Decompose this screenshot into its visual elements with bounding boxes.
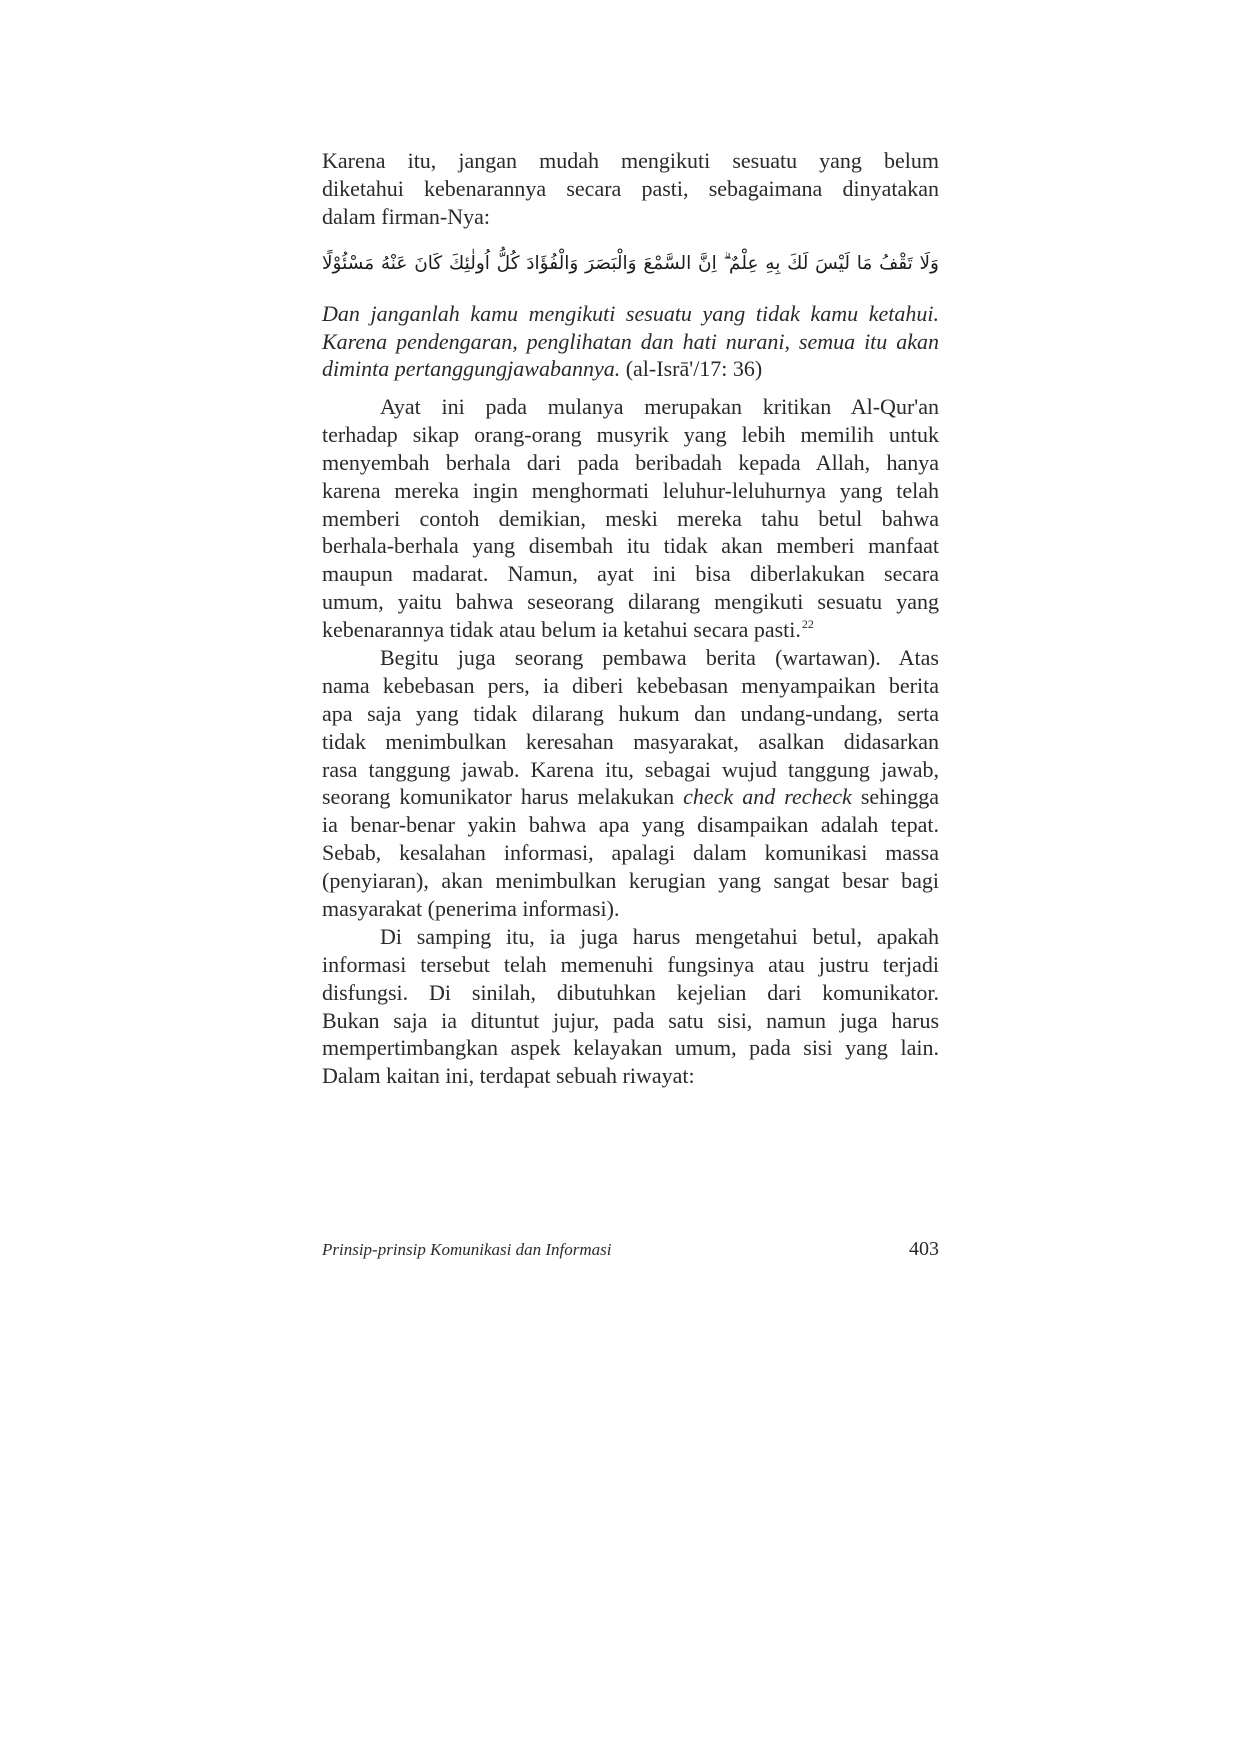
emphasized-term: check and recheck <box>683 784 852 810</box>
text-line <box>322 783 939 811</box>
body-paragraph <box>322 923 939 1090</box>
text-line: karena mereka ingin menghormati leluhur-leluhurnya yang telah <box>322 477 939 503</box>
text-line: diketahui kebenarannya secara pasti, sebagaimana dinyatakan <box>322 175 939 201</box>
text-line: Karena itu, jangan mudah mengikuti sesuatu yang belum <box>322 148 939 173</box>
line-text: seorang komunikator harus melakukan <box>322 784 675 810</box>
text-line: menyembah berhala dari pada beribadah kepada Allah, hanya <box>322 449 939 475</box>
text-line: ia benar-benar yakin bahwa apa yang disampaikan adalah tepat. <box>322 812 939 838</box>
text-line: Sebab, kesalahan informasi, apalagi dalam komunikasi massa <box>322 840 939 866</box>
text-line: rasa tanggung jawab. Karena itu, sebagai wujud tanggung jawab, <box>322 756 939 782</box>
footnote-marker: 22 <box>801 617 814 632</box>
text-line: Di samping itu, ia juga harus mengetahui betul, apakah <box>380 923 939 949</box>
verse-translation <box>322 300 939 384</box>
quran-verse-arabic: وَلَا تَقْفُ مَا لَيْسَ لَكَ بِهِ عِلْمٌ ۗ اِنَّ السَّمْعَ وَالْبَصَرَ وَالْفُؤَادَ كُلُّ اُولٰئِكَ كَانَ عَنْهُ مَسْئُوْلًا <box>322 252 939 274</box>
body-paragraph <box>322 393 939 644</box>
text-column <box>322 147 939 1090</box>
running-title: Prinsip-prinsip Komunikasi dan Informasi <box>322 1240 612 1259</box>
text-line: terhadap sikap orang-orang musyrik yang lebih memilih untuk <box>322 421 939 447</box>
intro-paragraph <box>322 147 939 231</box>
text-line: Dan janganlah kamu mengikuti sesuatu yang tidak kamu ketahui. <box>322 300 939 326</box>
text-line <box>322 355 939 383</box>
text-line: Ayat ini pada mulanya merupakan kritikan Al-Qur'an <box>380 393 939 419</box>
text-line: apa saja yang tidak dilarang hukum dan undang-undang, serta <box>322 700 939 726</box>
text-line: Bukan saja ia dituntut jujur, pada satu sisi, namun juga harus <box>322 1007 939 1033</box>
verse-citation: (al-Isrā'/17: 36) <box>625 356 763 382</box>
text-line: berhala-berhala yang disembah itu tidak akan memberi manfaat <box>322 533 939 559</box>
text-line: masyarakat (penerima informasi). <box>322 895 620 921</box>
text-line: Karena pendengaran, penglihatan dan hati nurani, semua itu akan <box>322 328 939 354</box>
text-line: informasi tersebut telah memenuhi fungsinya atau justru terjadi <box>322 951 939 977</box>
text-line: Begitu juga seorang pembawa berita (wartawan). Atas <box>380 644 939 670</box>
text-line: dalam firman-Nya: <box>322 203 490 229</box>
page-number: 403 <box>909 1238 939 1260</box>
text-line: Dalam kaitan ini, terdapat sebuah riwayat: <box>322 1063 695 1089</box>
text-line: memberi contoh demikian, meski mereka tahu betul bahwa <box>322 505 939 531</box>
text-line: umum, yaitu bahwa seseorang dilarang mengikuti sesuatu yang <box>322 589 939 615</box>
text-line: tidak menimbulkan keresahan masyarakat, asalkan didasarkan <box>322 728 939 754</box>
line-text: diminta pertanggungjawabannya. <box>322 356 621 382</box>
text-line: nama kebebasan pers, ia diberi kebebasan menyampaikan berita <box>322 672 939 698</box>
body-paragraph <box>322 644 939 923</box>
text-line: mempertimbangkan aspek kelayakan umum, pada sisi yang lain. <box>322 1035 939 1061</box>
text-line <box>322 616 939 644</box>
line-text: sehingga <box>860 784 940 810</box>
text-line: (penyiaran), akan menimbulkan kerugian yang sangat besar bagi <box>322 868 939 894</box>
page-footer <box>322 1238 939 1262</box>
text-line: disfungsi. Di sinilah, dibutuhkan kejelian dari komunikator. <box>322 979 939 1005</box>
text-line: maupun madarat. Namun, ayat ini bisa diberlakukan secara <box>322 561 939 587</box>
line-text: kebenarannya tidak atau belum ia ketahui secara pasti. <box>322 617 801 643</box>
